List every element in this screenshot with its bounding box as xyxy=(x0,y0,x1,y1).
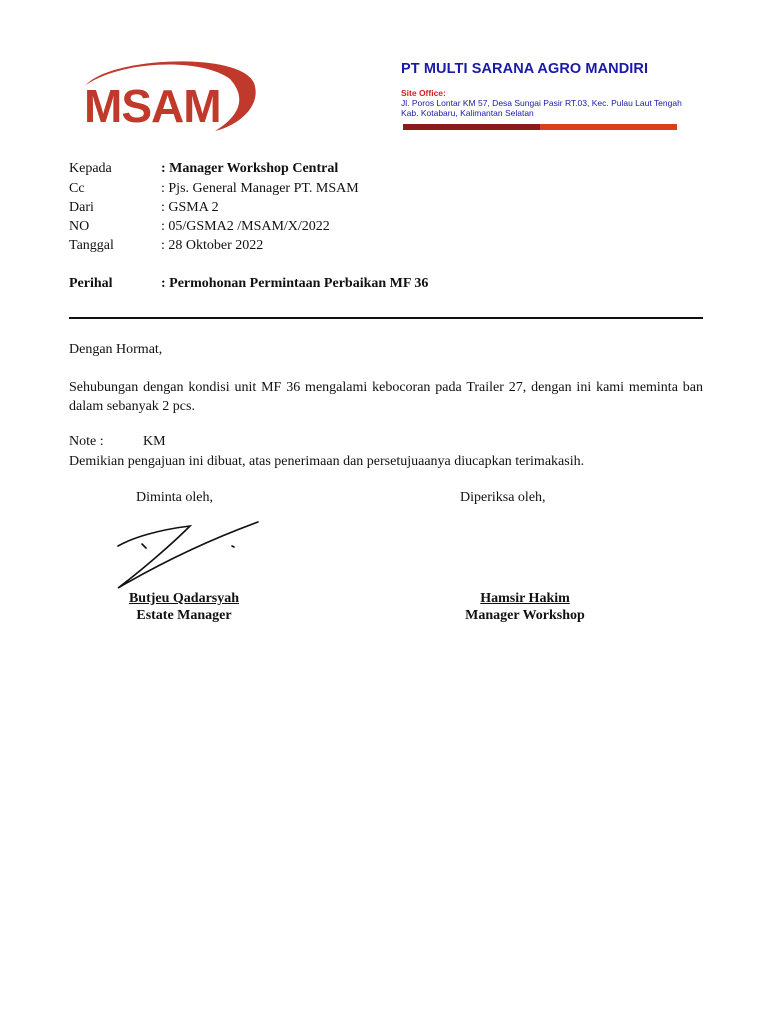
checker-title: Manager Workshop xyxy=(465,608,585,623)
address-line-1: Jl. Poros Lontar KM 57, Desa Sungai Pasir RT.03, Kec. Pulau Laut Tengah xyxy=(401,98,682,108)
closing-paragraph: Demikian pengajuan ini dibuat, atas penerimaan dan persetujuaanya diucapkan terimakasih. xyxy=(69,454,585,469)
field-value-no: : 05/GSMA2 /MSAM/X/2022 xyxy=(161,219,330,234)
note-label: Note : xyxy=(69,434,104,449)
handwritten-signature xyxy=(112,512,264,592)
checker-name: Hamsir Hakim xyxy=(480,591,570,606)
header-bar-dark xyxy=(403,124,540,130)
field-label-tanggal: Tanggal xyxy=(69,238,114,253)
requester-name: Butjeu Qadarsyah xyxy=(128,591,240,606)
company-name: PT MULTI SARANA AGRO MANDIRI xyxy=(401,61,649,77)
field-label-kepada: Kepada xyxy=(69,161,112,176)
divider-line xyxy=(69,317,703,319)
address-line-2: Kab. Kotabaru, Kalimantan Selatan xyxy=(401,108,534,118)
subject-label: Perihal xyxy=(69,276,113,291)
field-value-kepada: : Manager Workshop Central xyxy=(161,161,339,176)
field-label-no: NO xyxy=(69,219,90,234)
field-value-dari: : GSMA 2 xyxy=(161,200,219,215)
checked-by-label: Diperiksa oleh, xyxy=(460,490,546,505)
site-office-label: Site Office: xyxy=(401,88,446,98)
field-label-dari: Dari xyxy=(69,200,94,215)
body-paragraph: Sehubungan dengan kondisi unit MF 36 mengalami kebocoran pada Trailer 27, dengan ini kami meminta ban dalam sebanyak 2 pcs. xyxy=(69,380,703,414)
field-value-cc: : Pjs. General Manager PT. MSAM xyxy=(161,181,359,196)
requester-title: Estate Manager xyxy=(136,608,232,623)
subject-value: : Permohonan Permintaan Perbaikan MF 36 xyxy=(161,276,429,291)
note-value: KM xyxy=(143,434,166,449)
field-value-tanggal: : 28 Oktober 2022 xyxy=(161,238,264,253)
greeting: Dengan Hormat, xyxy=(69,342,163,357)
requested-by-label: Diminta oleh, xyxy=(136,490,213,505)
msam-logo xyxy=(80,55,260,135)
logo-text: MSAM xyxy=(84,80,221,132)
header-bar-light xyxy=(540,124,677,130)
field-label-cc: Cc xyxy=(69,181,85,196)
